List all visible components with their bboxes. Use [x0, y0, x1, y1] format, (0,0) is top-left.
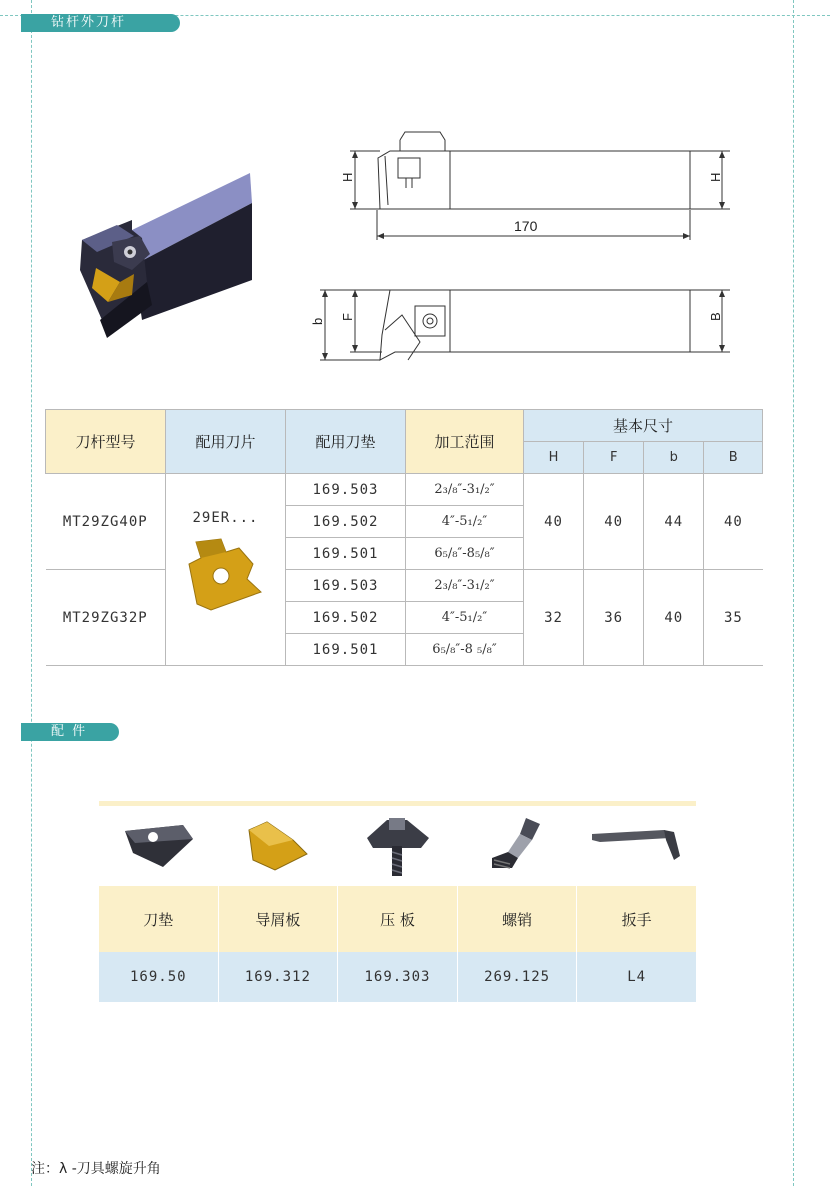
header-range: 加工范围	[406, 410, 524, 474]
section-title-holder	[21, 14, 180, 32]
part-code: 169.50	[99, 952, 219, 1002]
range-cell: 6₅/₈″-8₅/₈″	[406, 538, 524, 570]
part-image	[577, 806, 696, 886]
part-name: 扳手	[621, 910, 652, 929]
clamp-icon	[363, 814, 433, 878]
part-code: 269.125	[458, 952, 578, 1002]
part-name: 刀垫	[99, 886, 219, 952]
header-insert: 配用刀片	[166, 410, 286, 474]
shim-cell: 169.503	[286, 570, 406, 602]
spec-table	[45, 409, 763, 666]
range-cell: 2₃/₈″-3₁/₂″	[406, 570, 524, 602]
range-cell: 2₃/₈″-3₁/₂″	[406, 474, 524, 506]
part-code: 169.303	[338, 952, 458, 1002]
header-dims: 基本尺寸	[524, 410, 763, 442]
model-cell: MT29ZG40P	[46, 474, 166, 570]
part-name: 压 板	[338, 886, 458, 952]
shim-cell: 169.502	[286, 602, 406, 634]
b-small-cell: 40	[644, 570, 704, 666]
header-b-large: B	[704, 442, 763, 474]
shim-icon	[123, 823, 195, 869]
b-large-cell: 35	[704, 570, 763, 666]
part-code: L4	[627, 969, 647, 985]
insert-cell	[166, 474, 286, 666]
dim-b-right: B	[708, 312, 723, 321]
technical-drawing	[310, 120, 750, 370]
wrench-icon	[590, 826, 682, 866]
header-shim: 配用刀垫	[286, 410, 406, 474]
h-cell: 32	[524, 570, 584, 666]
chip-breaker-icon	[245, 820, 311, 872]
table-row	[46, 570, 763, 602]
dim-h-right: H	[708, 172, 723, 182]
f-cell: 40	[584, 474, 644, 570]
part-image	[338, 806, 457, 886]
parts-table	[99, 801, 696, 1002]
shim-cell: 169.501	[286, 538, 406, 570]
left-dashed-border	[31, 0, 32, 1186]
insert-name: 29ER...	[192, 510, 259, 526]
header-b-small: b	[644, 442, 704, 474]
dim-h-left: H	[340, 172, 355, 182]
insert-icon	[181, 534, 271, 614]
range-cell: 4″-5₁/₂″	[406, 506, 524, 538]
parts-images-row	[99, 806, 696, 886]
part-image	[218, 806, 337, 886]
section-title-parts	[21, 723, 119, 741]
header-f: F	[584, 442, 644, 474]
b-small-cell: 44	[644, 474, 704, 570]
part-image	[457, 806, 576, 886]
shim-cell: 169.502	[286, 506, 406, 538]
part-name: 螺销	[458, 886, 578, 952]
table-row	[46, 474, 763, 506]
b-large-cell: 40	[704, 474, 763, 570]
section-title-parts-text: 配 件	[51, 724, 88, 739]
part-code: 169.312	[219, 952, 339, 1002]
f-cell: 36	[584, 570, 644, 666]
parts-code-row	[99, 952, 696, 1002]
parts-name-row	[99, 886, 696, 952]
header-h: H	[524, 442, 584, 474]
range-cell: 4″-5₁/₂″	[406, 602, 524, 634]
dim-length: 170	[514, 218, 538, 234]
footnote: 注：λ -刀具螺旋升角	[31, 1161, 161, 1177]
section-title-holder-text: 钻杆外刀杆	[51, 15, 127, 30]
part-name: 导屑板	[219, 886, 339, 952]
h-cell: 40	[524, 474, 584, 570]
tool-holder-illustration	[72, 170, 262, 345]
model-cell: MT29ZG32P	[46, 570, 166, 666]
dim-b-left: b	[310, 317, 325, 325]
dim-f-left: F	[340, 313, 355, 321]
header-model: 刀杆型号	[46, 410, 166, 474]
shim-cell: 169.503	[286, 474, 406, 506]
part-image	[99, 806, 218, 886]
screw-icon	[482, 814, 552, 878]
shim-cell: 169.501	[286, 634, 406, 666]
right-dashed-border	[793, 0, 794, 1186]
range-cell: 6₅/₈″-8 ₅/₈″	[406, 634, 524, 666]
